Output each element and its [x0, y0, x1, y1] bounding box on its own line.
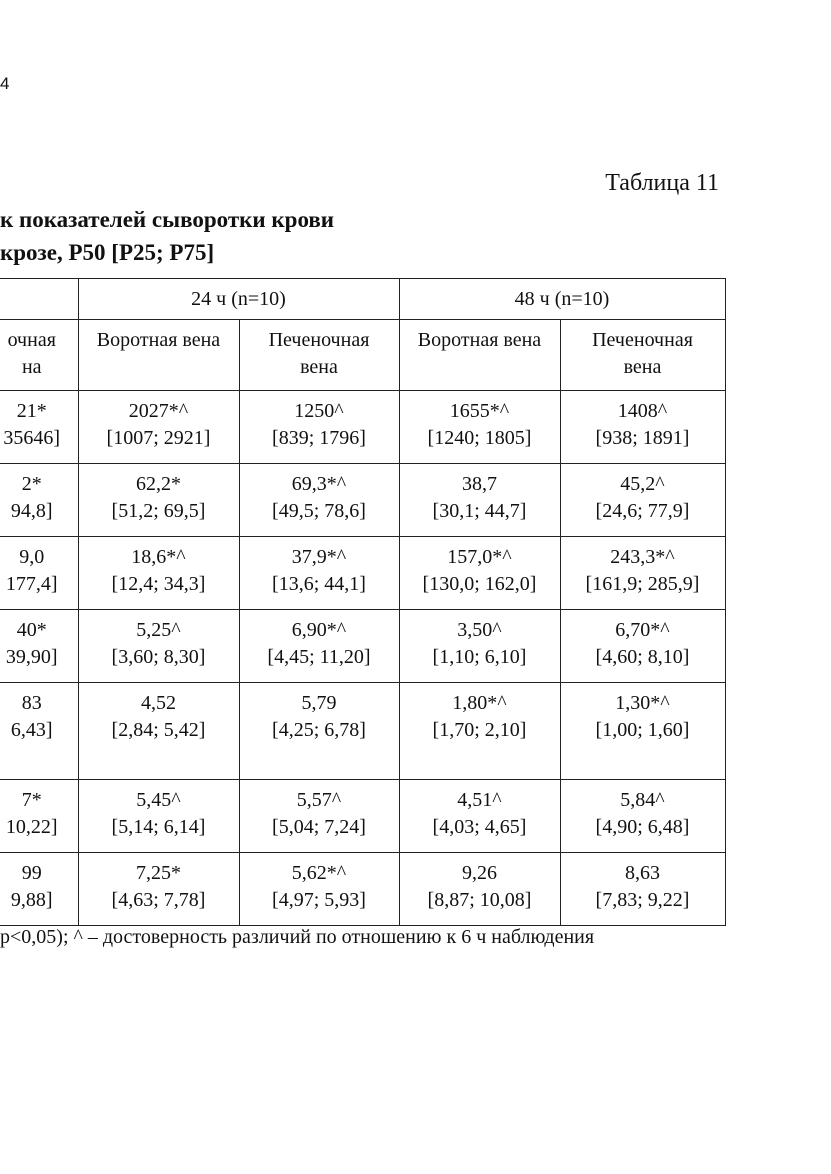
table-cell: 18,6*^ [12,4; 34,3]	[78, 537, 239, 610]
table-cell: 5,57^ [5,04; 7,24]	[239, 780, 399, 853]
table-cell: 9,0 177,4]	[0, 537, 78, 610]
table-cell: 37,9*^ [13,6; 44,1]	[239, 537, 399, 610]
table-row	[0, 610, 725, 683]
table-cell: 21* 35646]	[0, 391, 78, 464]
group-header-cell: 24 ч (n=10)	[78, 279, 399, 320]
table-cell: 1655*^ [1240; 1805]	[399, 391, 560, 464]
data-table-container	[0, 278, 726, 926]
table-cell: 5,45^ [5,14; 6,14]	[78, 780, 239, 853]
subheader-cell: Воротная вена	[78, 320, 239, 391]
table-cell: 5,62*^ [4,97; 5,93]	[239, 853, 399, 926]
group-header-cell: 48 ч (n=10)	[399, 279, 725, 320]
subheader-cell: очная на	[0, 320, 78, 391]
table-cell: 9,26 [8,87; 10,08]	[399, 853, 560, 926]
table-footnote: p<0,05); ^ – достоверность различий по отношению к 6 ч наблюдения	[0, 926, 595, 948]
table-cell: 7,25* [4,63; 7,78]	[78, 853, 239, 926]
table-cell: 62,2* [51,2; 69,5]	[78, 464, 239, 537]
table-cell: 5,79 [4,25; 6,78]	[239, 683, 399, 780]
table-cell: 83 6,43]	[0, 683, 78, 780]
subheader-cell: Воротная вена	[399, 320, 560, 391]
table-cell: 1,80*^ [1,70; 2,10]	[399, 683, 560, 780]
table-cell: 7* 10,22]	[0, 780, 78, 853]
table-cell: 4,51^ [4,03; 4,65]	[399, 780, 560, 853]
table-title-line: к показателей сыворотки крови	[0, 207, 335, 232]
table-cell: 99 9,88]	[0, 853, 78, 926]
table-cell: 243,3*^ [161,9; 285,9]	[560, 537, 725, 610]
table-cell: 5,84^ [4,90; 6,48]	[560, 780, 725, 853]
table-cell: 2027*^ [1007; 2921]	[78, 391, 239, 464]
table-cell: 1408^ [938; 1891]	[560, 391, 725, 464]
table-row	[0, 683, 725, 780]
subheader-cell: Печеночная вена	[239, 320, 399, 391]
table-row	[0, 537, 725, 610]
table-cell: 4,52 [2,84; 5,42]	[78, 683, 239, 780]
table-cell: 3,50^ [1,10; 6,10]	[399, 610, 560, 683]
table-cell: 38,7 [30,1; 44,7]	[399, 464, 560, 537]
table-title-line: крозе, P50 [P25; P75]	[0, 240, 215, 265]
table-cell: 8,63 [7,83; 9,22]	[560, 853, 725, 926]
table-cell: 6,70*^ [4,60; 8,10]	[560, 610, 725, 683]
table-label: Таблица 11	[605, 170, 719, 196]
table-cell: 5,25^ [3,60; 8,30]	[78, 610, 239, 683]
table-cell: 40* 39,90]	[0, 610, 78, 683]
table-cell: 157,0*^ [130,0; 162,0]	[399, 537, 560, 610]
page-number: 4	[0, 74, 10, 93]
table-cell: 45,2^ [24,6; 77,9]	[560, 464, 725, 537]
table-row	[0, 391, 725, 464]
table-cell: 1250^ [839; 1796]	[239, 391, 399, 464]
table-title	[0, 203, 334, 269]
group-header-cell	[0, 279, 78, 320]
table-row	[0, 853, 725, 926]
table-cell: 69,3*^ [49,5; 78,6]	[239, 464, 399, 537]
group-header-row	[0, 279, 725, 320]
data-table	[0, 278, 726, 926]
table-cell: 2* 94,8]	[0, 464, 78, 537]
table-cell: 6,90*^ [4,45; 11,20]	[239, 610, 399, 683]
table-row	[0, 464, 725, 537]
table-row	[0, 780, 725, 853]
table-cell: 1,30*^ [1,00; 1,60]	[560, 683, 725, 780]
subheader-row	[0, 320, 725, 391]
subheader-cell: Печеночная вена	[560, 320, 725, 391]
